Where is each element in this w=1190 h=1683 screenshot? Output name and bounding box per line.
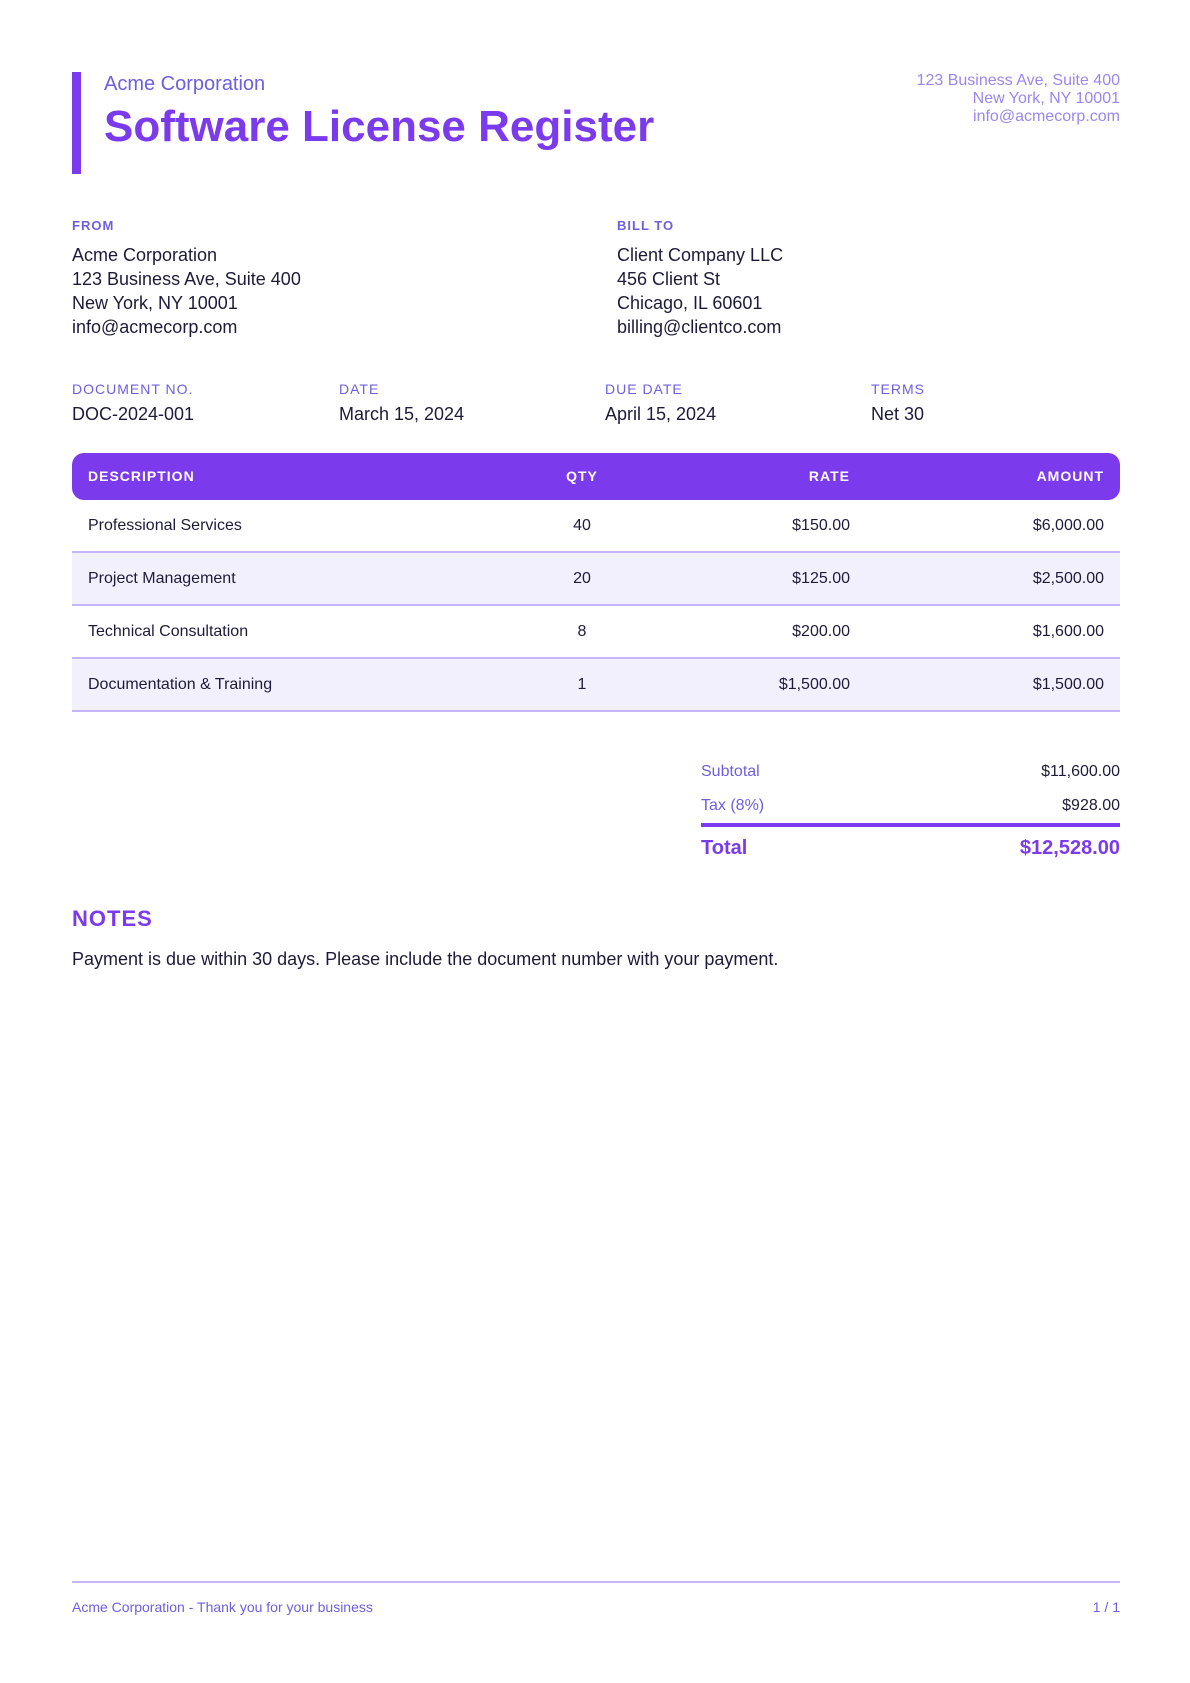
cell-description: Documentation & Training <box>88 676 273 693</box>
meta-label: DATE <box>339 381 380 397</box>
bill-to-email: billing@clientco.com <box>617 317 782 337</box>
meta-terms <box>871 381 1121 425</box>
cell-description: Professional Services <box>88 517 242 534</box>
footer-divider <box>72 1581 1120 1583</box>
header-email: info@acmecorp.com <box>973 108 1120 125</box>
header-address-line: New York, NY 10001 <box>972 90 1120 107</box>
meta-date <box>339 381 589 425</box>
tax-row <box>701 789 1120 823</box>
total-value: $12,528.00 <box>1019 837 1120 859</box>
header-company-name: Acme Corporation <box>104 73 266 95</box>
page-number: 1 / 1 <box>1092 1599 1120 1615</box>
document-page <box>72 0 1120 1683</box>
meta-value: March 15, 2024 <box>339 404 465 424</box>
column-header-qty: QTY <box>566 468 598 484</box>
meta-document-no <box>72 381 322 425</box>
cell-qty: 1 <box>577 676 587 693</box>
meta-value: DOC-2024-001 <box>72 404 195 424</box>
notes-text: Payment is due within 30 days. Please include the document number with your payment. <box>72 949 779 969</box>
header-address-line: 123 Business Ave, Suite 400 <box>916 72 1120 89</box>
column-header-amount: AMOUNT <box>1036 468 1104 484</box>
table-header <box>72 453 1120 500</box>
bill-to-line: Client Company LLC <box>617 245 784 265</box>
bill-to-label: BILL TO <box>617 218 675 233</box>
from-block <box>72 218 552 339</box>
subtotal-row <box>701 755 1120 789</box>
total-label: Total <box>701 837 748 859</box>
column-header-description: DESCRIPTION <box>88 468 195 484</box>
table-row <box>72 659 1120 712</box>
cell-description: Technical Consultation <box>88 623 249 640</box>
column-header-rate: RATE <box>808 468 850 484</box>
from-line: New York, NY 10001 <box>72 293 238 313</box>
cell-description: Project Management <box>88 570 236 587</box>
table-row <box>72 553 1120 606</box>
meta-value: April 15, 2024 <box>605 404 717 424</box>
cell-qty: 40 <box>573 517 591 534</box>
page-title: Software License Register <box>104 102 655 151</box>
from-label: FROM <box>72 218 115 233</box>
cell-qty: 8 <box>577 623 587 640</box>
from-line: 123 Business Ave, Suite 400 <box>72 269 301 289</box>
meta-value: Net 30 <box>871 404 925 424</box>
meta-label: TERMS <box>871 381 925 397</box>
tax-value: $928.00 <box>1062 797 1120 814</box>
totals-block <box>701 755 1120 869</box>
bill-to-block <box>617 218 1097 339</box>
cell-amount: $6,000.00 <box>1032 517 1104 534</box>
table-row <box>72 606 1120 659</box>
bill-to-line: Chicago, IL 60601 <box>617 293 763 313</box>
header-address <box>917 72 1120 126</box>
cell-rate: $1,500.00 <box>778 676 850 693</box>
accent-bar <box>72 72 81 174</box>
total-row <box>701 827 1120 869</box>
meta-label: DOCUMENT NO. <box>72 381 194 397</box>
from-email: info@acmecorp.com <box>72 317 238 337</box>
cell-rate: $150.00 <box>792 517 850 534</box>
cell-amount: $1,500.00 <box>1032 676 1104 693</box>
notes-heading: NOTES <box>72 906 153 931</box>
subtotal-value: $11,600.00 <box>1041 763 1120 780</box>
line-items-table <box>72 453 1120 712</box>
footer-text: Acme Corporation - Thank you for your business <box>72 1599 373 1615</box>
subtotal-label: Subtotal <box>701 763 760 780</box>
cell-amount: $2,500.00 <box>1032 570 1104 587</box>
meta-label: DUE DATE <box>605 381 683 397</box>
document-header <box>72 72 1120 174</box>
cell-rate: $125.00 <box>792 570 850 587</box>
from-line: Acme Corporation <box>72 245 218 265</box>
tax-label: Tax (8%) <box>701 797 765 814</box>
table-row <box>72 500 1120 553</box>
cell-rate: $200.00 <box>792 623 850 640</box>
cell-qty: 20 <box>573 570 591 587</box>
bill-to-line: 456 Client St <box>617 269 721 289</box>
cell-amount: $1,600.00 <box>1032 623 1104 640</box>
meta-due-date <box>605 381 855 425</box>
